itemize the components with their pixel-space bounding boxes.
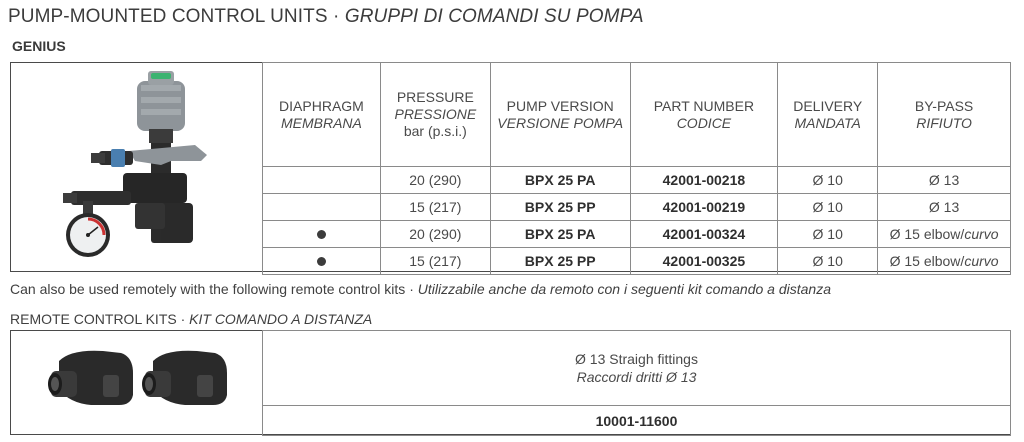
part-cell: 42001-00219 (630, 194, 778, 221)
product-name: GENIUS (12, 38, 66, 54)
header-pump-version: PUMP VERSION VERSIONE POMPA (490, 63, 630, 167)
pressure-cell: 15 (217) (380, 248, 490, 275)
delivery-cell: Ø 10 (778, 194, 878, 221)
part-cell: 42001-00325 (630, 248, 778, 275)
kit-description-cell (263, 331, 1011, 406)
bypass-cell: Ø 15 elbow/curvo (878, 248, 1011, 275)
page-title (8, 6, 644, 28)
part-cell: 42001-00324 (630, 221, 778, 248)
table-row (263, 194, 1011, 221)
title-english: PUMP-MOUNTED CONTROL UNITS · (8, 6, 345, 27)
remote-use-note: Can also be used remotely with the following remote control kits · Utilizzabile anche da remoto con i seguenti kit comando a distanza (10, 281, 831, 297)
delivery-cell: Ø 10 (778, 221, 878, 248)
diaphragm-cell (263, 194, 381, 221)
bypass-cell: Ø 13 (878, 194, 1011, 221)
kit-table (262, 330, 1011, 436)
header-bypass: BY-PASS RIFIUTO (878, 63, 1011, 167)
delivery-cell: Ø 10 (778, 167, 878, 194)
table-header-row (263, 63, 1011, 167)
kit-desc-it: Raccordi dritti Ø 13 (576, 369, 697, 385)
pump-cell: BPX 25 PP (490, 194, 630, 221)
kit-section-label: REMOTE CONTROL KITS · KIT COMANDO A DISTANZA (10, 311, 373, 327)
spec-table (262, 62, 1011, 275)
diaphragm-cell (263, 167, 381, 194)
delivery-cell: Ø 10 (778, 248, 878, 275)
bypass-cell: Ø 15 elbow/curvo (878, 221, 1011, 248)
kit-desc-row (263, 331, 1011, 406)
title-italian: GRUPPI DI COMANDI SU POMPA (344, 6, 644, 27)
bypass-cell: Ø 13 (878, 167, 1011, 194)
table-row (263, 221, 1011, 248)
header-diaphragm: DIAPHRAGM MEMBRANA (263, 63, 381, 167)
remote-fittings-image (11, 331, 262, 434)
spec-box (10, 62, 1011, 272)
kit-box (10, 330, 1011, 435)
pressure-cell: 15 (217) (380, 194, 490, 221)
header-pressure: PRESSURE PRESSIONE bar (p.s.i.) (380, 63, 490, 167)
table-row (263, 167, 1011, 194)
pump-cell: BPX 25 PP (490, 248, 630, 275)
pump-cell: BPX 25 PA (490, 167, 630, 194)
header-part-number: PART NUMBER CODICE (630, 63, 778, 167)
kit-desc-en: Ø 13 Straigh fittings (575, 351, 698, 367)
diaphragm-dot-icon (317, 230, 326, 239)
kit-part-number: 10001-11600 (263, 406, 1011, 436)
table-row (263, 248, 1011, 275)
header-delivery: DELIVERY MANDATA (778, 63, 878, 167)
kit-image-cell (11, 331, 262, 439)
kit-part-row (263, 406, 1011, 436)
diaphragm-cell (263, 248, 381, 275)
pressure-cell: 20 (290) (380, 167, 490, 194)
control-unit-image (11, 63, 262, 271)
diaphragm-dot-icon (317, 257, 326, 266)
product-image-cell (11, 63, 262, 276)
diaphragm-cell (263, 221, 381, 248)
pressure-cell: 20 (290) (380, 221, 490, 248)
pump-cell: BPX 25 PA (490, 221, 630, 248)
part-cell: 42001-00218 (630, 167, 778, 194)
